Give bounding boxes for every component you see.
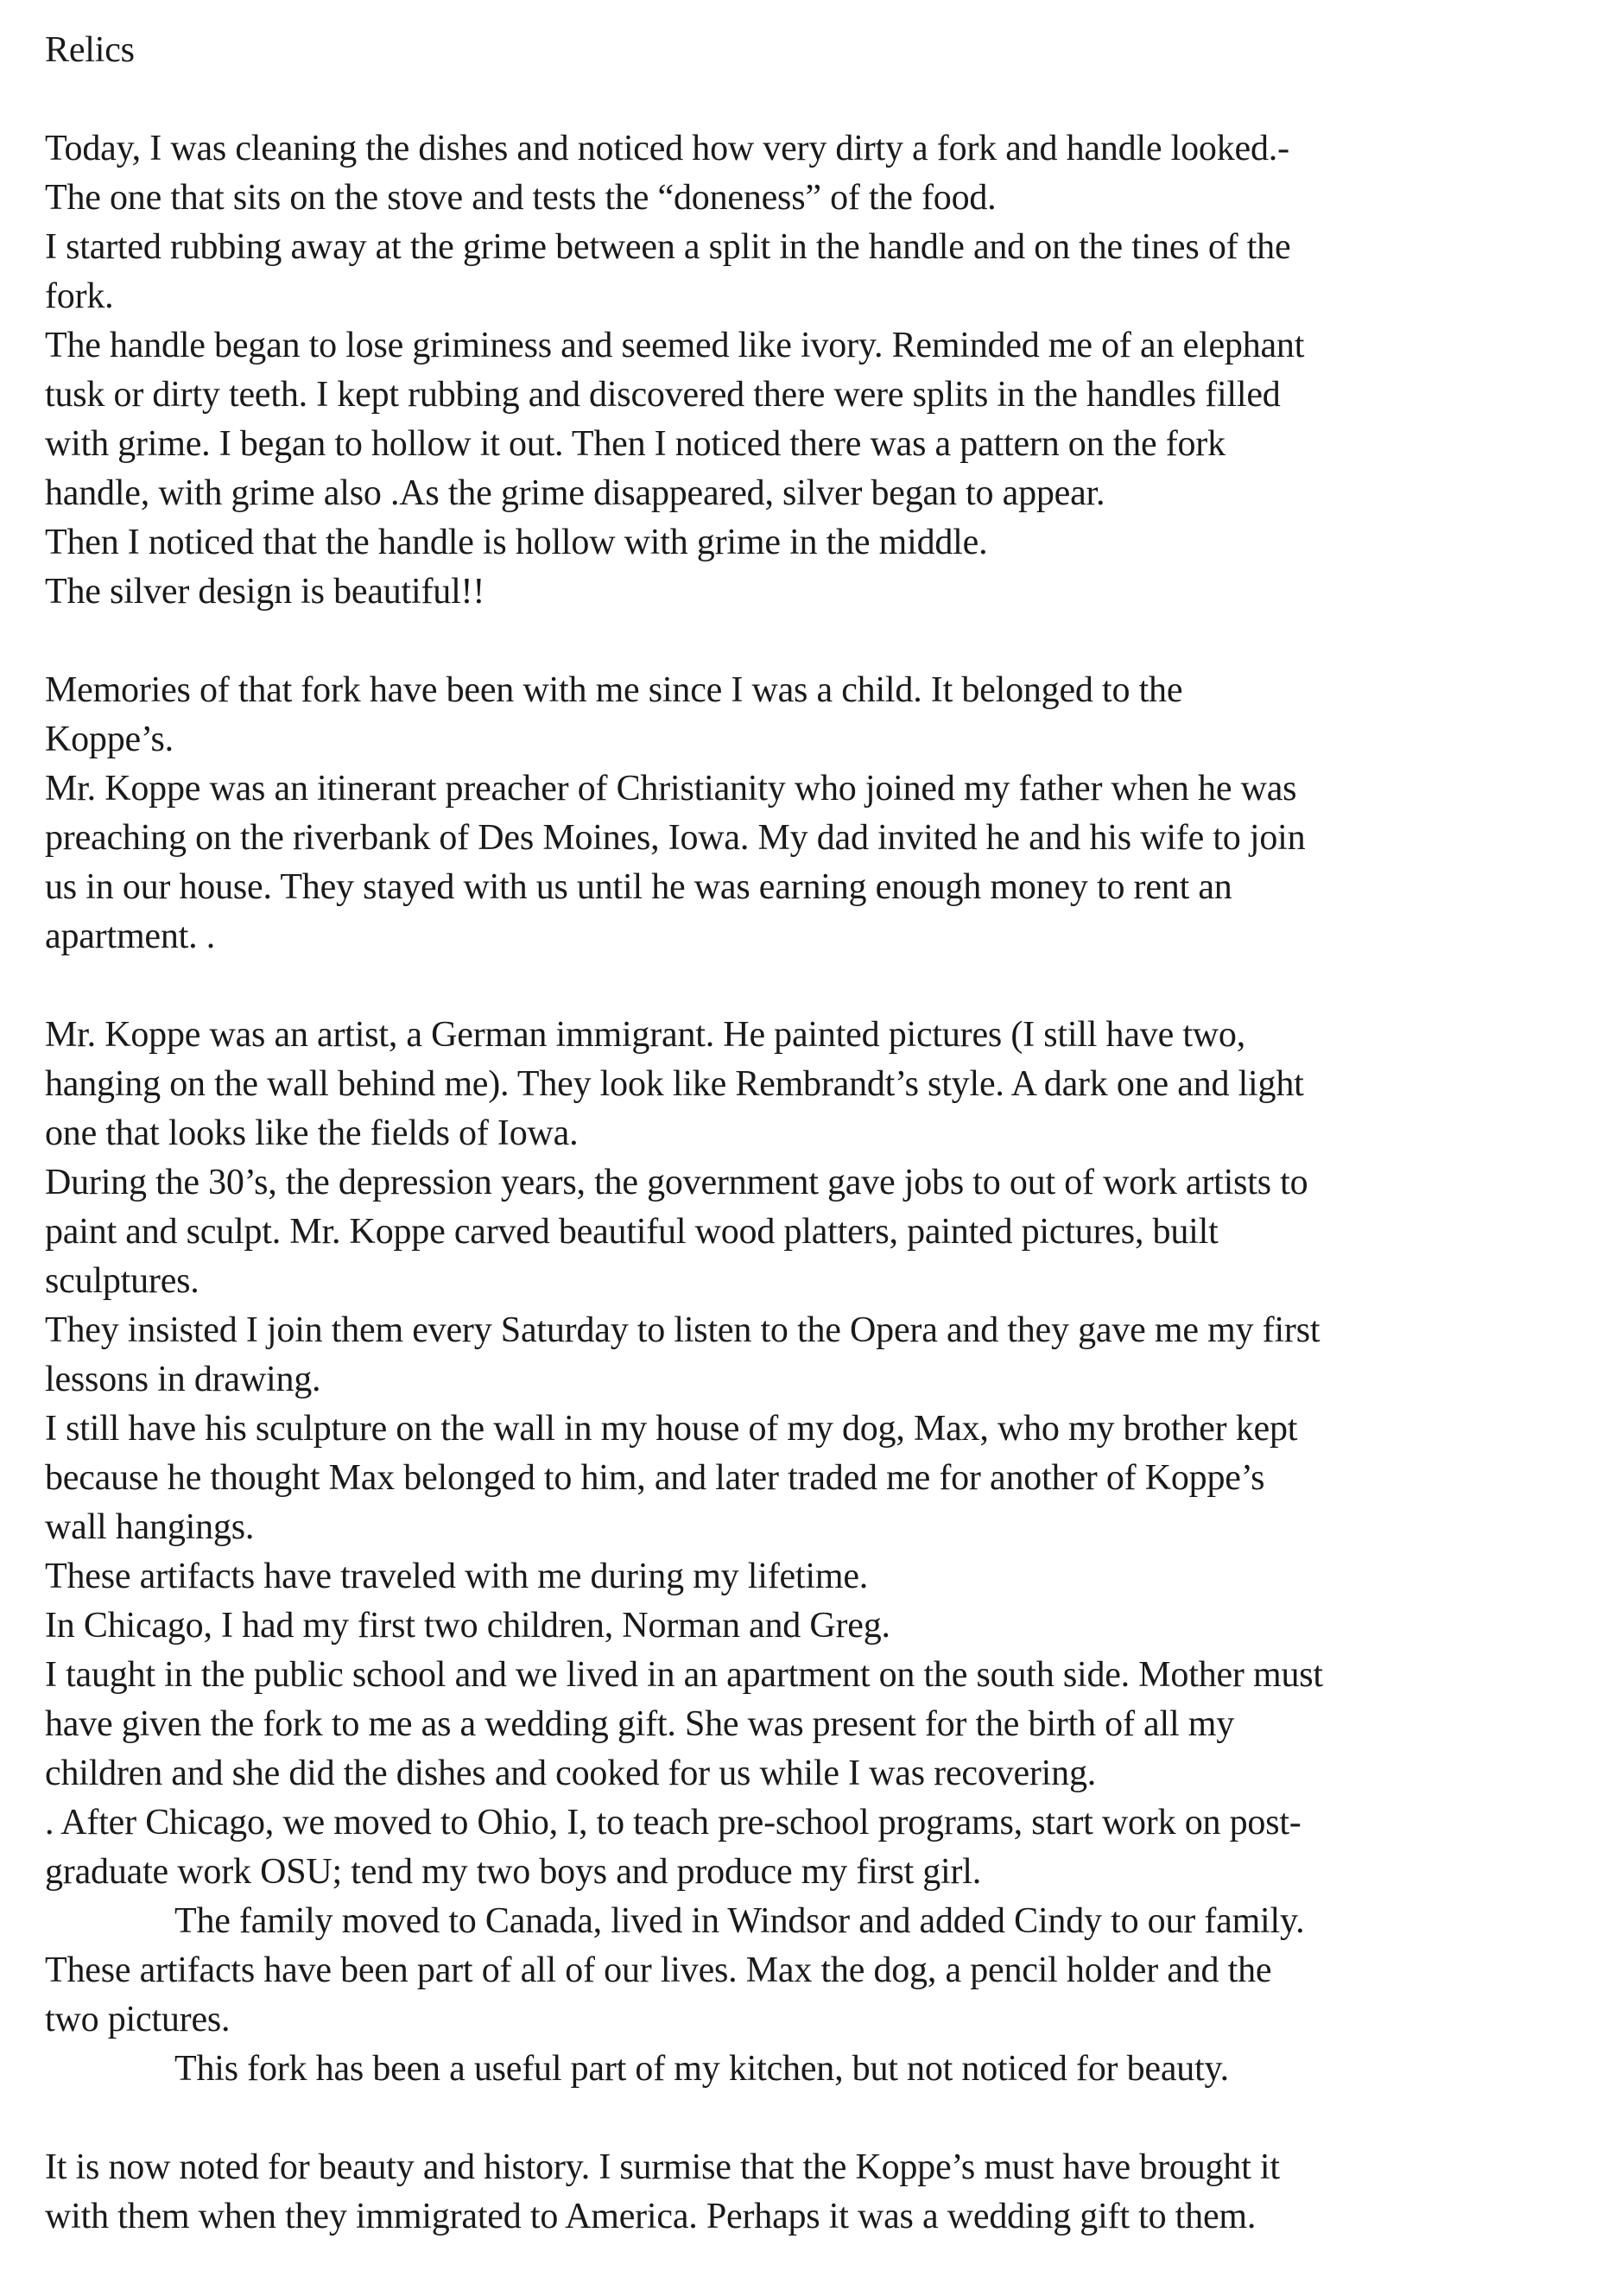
text-line: tusk or dirty teeth. I kept rubbing and discovered there were splits in the handles filled [45, 375, 1281, 415]
text-line: It is now noted for beauty and history. I surmise that the Koppe’s must have brought it [45, 2147, 1280, 2187]
text-line: They insisted I join them every Saturday to listen to the Opera and they gave me my first [45, 1310, 1320, 1350]
text-line: These artifacts have traveled with me during my lifetime. [45, 1557, 869, 1596]
paragraph-break [45, 2094, 1591, 2143]
text-line: preaching on the riverbank of Des Moines, Iowa. My dad invited he and his wife to join [45, 818, 1306, 858]
text-line: two pictures. [45, 2000, 231, 2039]
document-title: Relics [45, 30, 135, 70]
text-line: Memories of that fork have been with me since I was a child. It belonged to the [45, 670, 1183, 710]
paragraph-break [45, 617, 1591, 666]
text-line-indented: The family moved to Canada, lived in Windsor and added Cindy to our family. [174, 1901, 1305, 1941]
text-line: apartment. . [45, 916, 216, 956]
text-line: Today, I was cleaning the dishes and noticed how very dirty a fork and handle looked.- [45, 129, 1289, 168]
text-line: sculptures. [45, 1261, 200, 1301]
text-line: In Chicago, I had my first two children, Norman and Greg. [45, 1606, 890, 1646]
text-line: These artifacts have been part of all of our lives. Max the dog, a pencil holder and the [45, 1950, 1272, 1990]
text-line: The one that sits on the stove and tests the “doneness” of the food. [45, 178, 997, 218]
text-line: I taught in the public school and we lived in an apartment on the south side. Mother must [45, 1655, 1323, 1695]
text-line: I started rubbing away at the grime between a split in the handle and on the tines of the [45, 227, 1291, 267]
text-line: fork. [45, 276, 114, 316]
text-line: paint and sculpt. Mr. Koppe carved beautiful wood platters, painted pictures, built [45, 1212, 1219, 1252]
text-line: The handle began to lose griminess and seemed like ivory. Reminded me of an elephant [45, 326, 1305, 365]
text-line: have given the fork to me as a wedding gift. She was present for the birth of all my [45, 1704, 1234, 1744]
text-line: hanging on the wall behind me). They look like Rembrandt’s style. A dark one and light [45, 1064, 1304, 1104]
text-line: During the 30’s, the depression years, the government gave jobs to out of work artists to [45, 1163, 1308, 1202]
document-body [45, 26, 1591, 2242]
text-line: children and she did the dishes and cooked for us while I was recovering. [45, 1754, 1097, 1793]
text-line: one that looks like the fields of Iowa. [45, 1113, 579, 1153]
text-line: us in our house. They stayed with us until he was earning enough money to rent an [45, 867, 1232, 907]
text-line: graduate work OSU; tend my two boys and produce my first girl. [45, 1852, 982, 1892]
text-line: Mr. Koppe was an itinerant preacher of Christianity who joined my father when he was [45, 769, 1297, 809]
text-line-indented: This fork has been a useful part of my kitchen, but not noticed for beauty. [174, 2049, 1229, 2089]
text-line: Then I noticed that the handle is hollow with grime in the middle. [45, 523, 988, 562]
text-line: I still have his sculpture on the wall in my house of my dog, Max, who my brother kept [45, 1409, 1298, 1449]
text-line: lessons in drawing. [45, 1360, 321, 1399]
text-line: Koppe’s. [45, 720, 174, 759]
text-line: wall hangings. [45, 1507, 255, 1547]
text-line: with them when they immigrated to America. Perhaps it was a wedding gift to them. [45, 2197, 1257, 2236]
text-line: The silver design is beautiful!! [45, 572, 485, 612]
text-line: . After Chicago, we moved to Ohio, I, to teach pre-school programs, start work on post- [45, 1803, 1302, 1843]
text-line: handle, with grime also .As the grime disappeared, silver began to appear. [45, 473, 1105, 513]
paragraph-break [45, 961, 1591, 1011]
text-line: with grime. I began to hollow it out. Then I noticed there was a pattern on the fork [45, 424, 1226, 464]
text-line: because he thought Max belonged to him, and later traded me for another of Koppe’s [45, 1458, 1265, 1498]
text-line: Mr. Koppe was an artist, a German immigrant. He painted pictures (I still have two, [45, 1015, 1246, 1055]
